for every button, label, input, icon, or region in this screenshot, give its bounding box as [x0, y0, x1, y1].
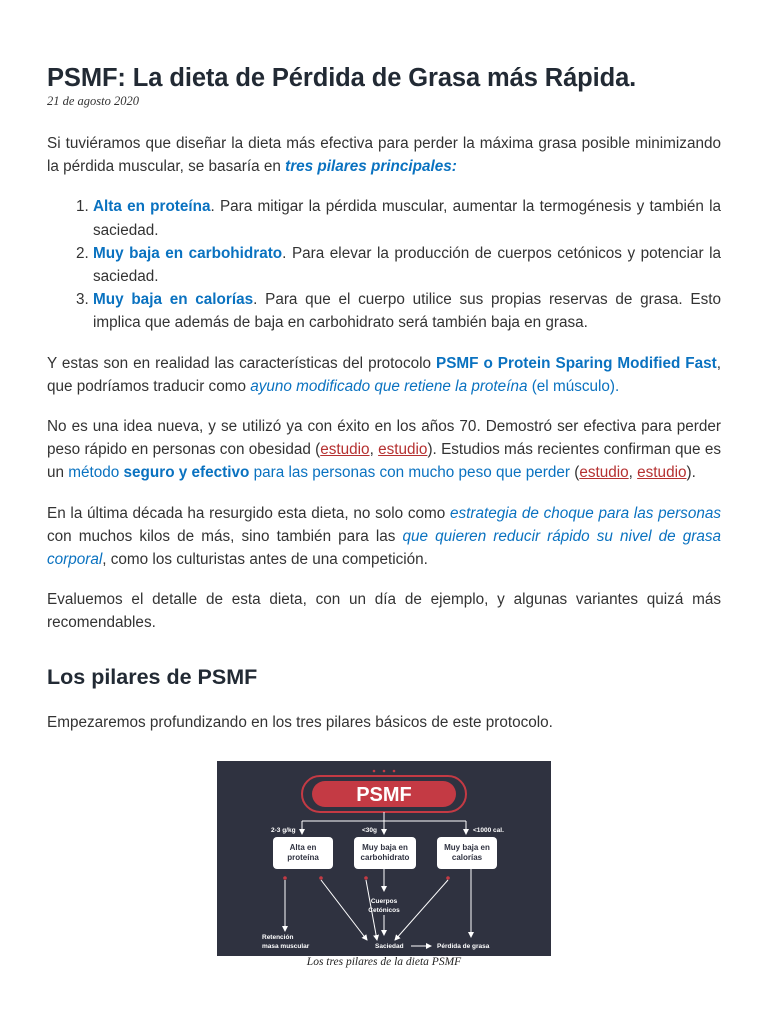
- decor-dot: [393, 770, 396, 773]
- history-paragraph: No es una idea nueva, y se utilizó ya con éxito en los años 70. Demostró ser efectiva para perder peso rápido en personas con obesidad (estudio, estudio). Estudios más recientes confirman que es un método seguro y efectivo para las personas con mucho peso que perder (estudio, estudio).: [47, 418, 722, 482]
- section-title: Los pilares de PSMF: [47, 664, 258, 689]
- diagram-header: PSMF: [356, 784, 412, 806]
- study-link[interactable]: estudio: [637, 464, 687, 482]
- svg-text:carbohidrato: carbohidrato: [360, 853, 410, 862]
- outcome-muscle: Retención: [262, 934, 294, 941]
- protein-amount-label: 2-3 g/kg: [271, 827, 296, 834]
- page-title: PSMF: La dieta de Pérdida de Grasa más Rápida.: [47, 64, 637, 92]
- pillar-title: Muy baja en calorías: [93, 291, 254, 309]
- article: [47, 62, 721, 734]
- study-link[interactable]: estudio: [378, 441, 428, 459]
- svg-text:Muy baja en: Muy baja en: [444, 843, 490, 852]
- decor-dot: [319, 876, 323, 880]
- psmf-diagram: [217, 761, 551, 956]
- figure-caption: Los tres pilares de la dieta PSMF: [306, 956, 462, 968]
- svg-text:Alta en: Alta en: [289, 843, 317, 852]
- ketone-label: Cuerpos: [370, 898, 398, 905]
- list-item: 2. Muy baja en carbohidrato. Para elevar la producción de cuerpos cetónicos y potenciar la saciedad.: [93, 242, 721, 288]
- decor-dot: [283, 876, 287, 880]
- calorie-amount-label: <1000 cal.: [473, 827, 504, 834]
- pillar-title: Alta en proteína: [93, 198, 211, 216]
- decor-dot: [364, 876, 368, 880]
- study-link[interactable]: estudio: [320, 441, 370, 459]
- intro-paragraph: Si tuviéramos que diseñar la dieta más efectiva para perder la máxima grasa posible minimizando la pérdida muscular, se basaría en tres pilares principales:: [47, 135, 721, 176]
- pillar-title: Muy baja en carbohidrato: [93, 244, 283, 262]
- list-item: 3. Muy baja en calorías. Para que el cuerpo utilice sus propias reservas de grasa. Esto implica que además de baja en carbohidrato será también baja en grasa.: [93, 288, 721, 334]
- psmf-diagram-svg: [217, 761, 551, 956]
- svg-text:Muy baja en: Muy baja en: [362, 843, 408, 852]
- section-intro: Empezaremos profundizando en los tres pilares básicos de este protocolo.: [47, 713, 553, 731]
- evaluation-paragraph: Evaluemos el detalle de esta dieta, con un día de ejemplo, y algunas variantes quizá más recomendables.: [47, 591, 721, 632]
- outcome-fat-loss: Pérdida de grasa: [437, 943, 490, 950]
- ketone-label: Cetónicos: [368, 907, 400, 914]
- intro-emphasis: tres pilares principales:: [285, 158, 457, 176]
- decor-dot: [373, 770, 376, 773]
- svg-text:proteína: proteína: [287, 853, 319, 862]
- arrow: [395, 880, 448, 940]
- list-item: 1. Alta en proteína. Para mitigar la pérdida muscular, aumentar la termogénesis y también la saciedad.: [93, 195, 721, 241]
- publish-date: 21 de agosto 2020: [47, 94, 140, 108]
- outcome-satiety: Saciedad: [375, 943, 404, 950]
- resurgence-paragraph: En la última década ha resurgido esta dieta, no solo como estrategia de choque para las personas con muchos kilos de más, sino también para las que quieren reducir rápido su nivel de grasa corporal, como los culturistas antes de una competición.: [47, 504, 721, 569]
- carb-amount-label: <30g: [362, 827, 377, 834]
- decor-dot: [383, 770, 386, 773]
- protocol-paragraph: Y estas son en realidad las características del protocolo PSMF o Protein Sparing Modified Fast, que podríamos traducir como ayuno modificado que retiene la proteína (el músculo).: [47, 354, 721, 395]
- pillars-list: [47, 195, 721, 334]
- decor-dot: [446, 876, 450, 880]
- arrow: [321, 880, 367, 940]
- psmf-link[interactable]: PSMF o Protein Sparing Modified Fast: [436, 354, 717, 372]
- svg-text:calorías: calorías: [451, 853, 483, 862]
- study-link[interactable]: estudio: [579, 464, 629, 482]
- outcome-muscle: masa muscular: [262, 943, 310, 950]
